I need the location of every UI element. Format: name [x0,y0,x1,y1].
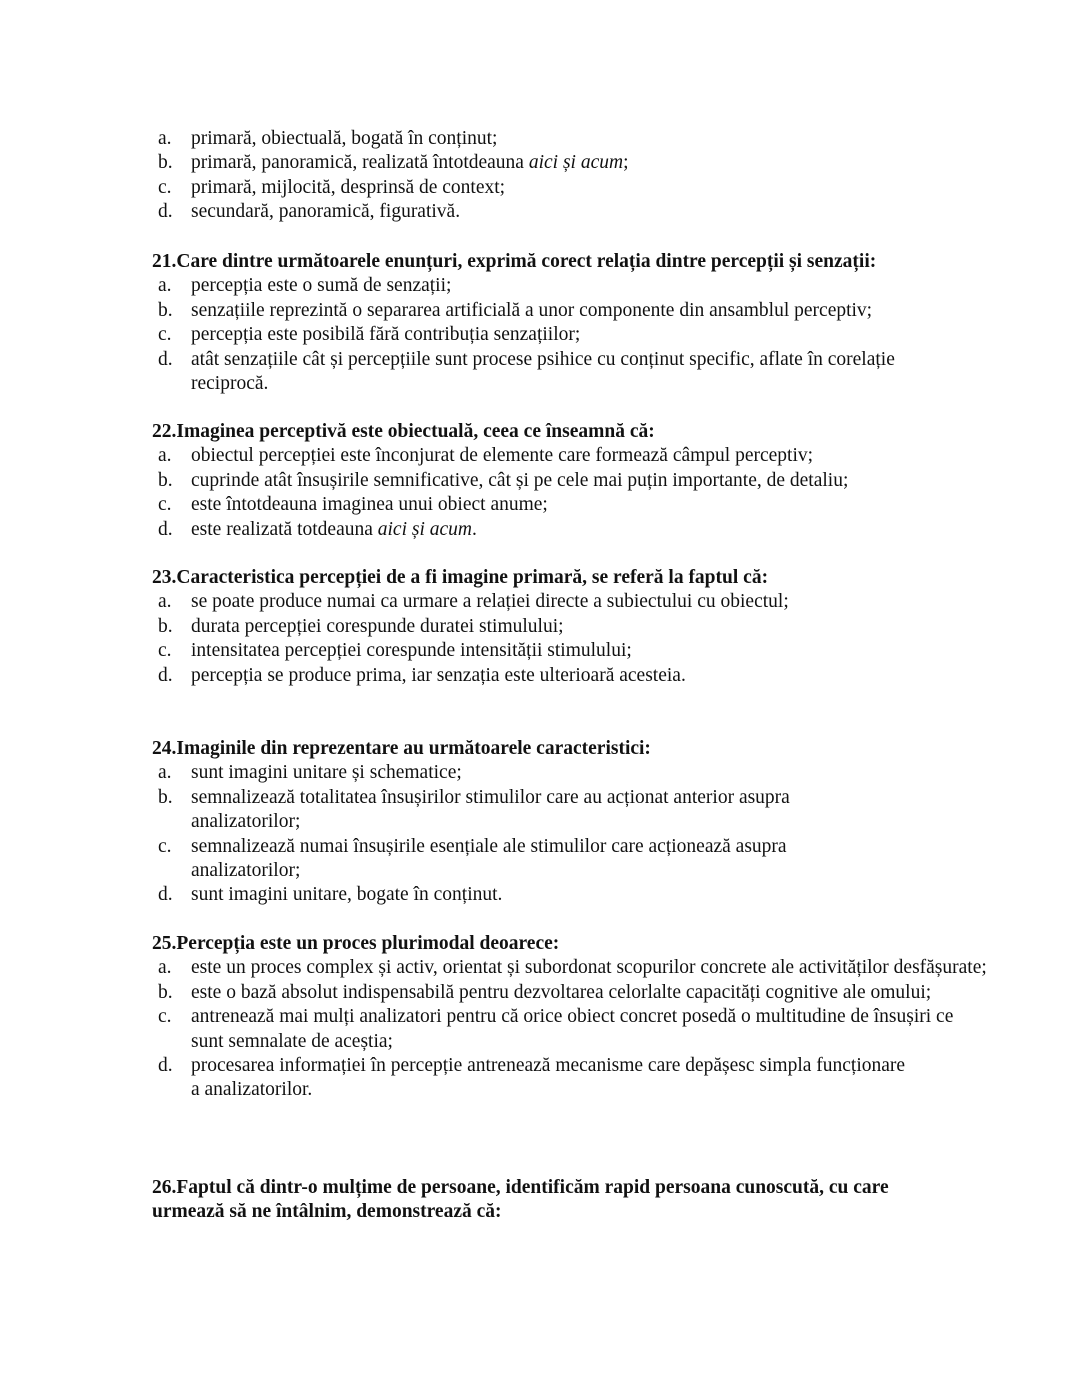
option-text: este întotdeauna imaginea unui obiect anume; [191,494,548,516]
option-letter: d. [158,884,173,906]
option-letter: c. [158,640,172,662]
option-letter: a. [158,591,172,613]
option-letter: c. [158,176,172,198]
question-26 [152,1176,922,1225]
option-d [152,1054,911,1103]
option-text: procesarea informației în percepție antrenează mecanisme care depășesc simpla funcționare a analizatorilor. [191,1055,906,1101]
option-text-suffix: . [472,518,477,540]
question-24 [152,737,962,908]
option-text-suffix: ; [623,152,629,174]
question-title: 25.Percepția este un proces plurimodal deoarece: [152,933,560,954]
option-text: este un proces complex și activ, orientat și subordonat scopurilor concrete ale activităților desfășurate; [191,957,987,979]
question-21 [152,250,962,396]
option-a [152,444,962,468]
option-b [152,151,962,175]
option-text: cuprinde atât însușirile semnificative, cât și pe cele mai puțin importante, de detaliu; [191,469,849,491]
option-d [152,200,962,224]
option-d [152,664,962,688]
option-b [152,786,891,835]
option-c [152,639,962,663]
option-b [152,615,962,639]
option-c [152,1005,971,1054]
options-list [152,127,962,225]
question-23 [152,566,962,688]
option-b [152,299,962,323]
option-letter: d. [158,348,173,370]
option-d [152,348,931,397]
option-a [152,590,962,614]
option-text: primară, obiectuală, bogată în conținut; [191,128,498,149]
question-title: 24.Imaginile din reprezentare au următoarele caracteristici: [152,738,651,759]
option-text: este realizată totdeauna [191,518,378,540]
option-text: semnalizează numai însușirile esențiale ale stimulilor care acționează asupra analizatorilor; [191,835,787,882]
option-text: primară, panoramică, realizată întotdeauna [191,152,529,174]
option-text: se poate produce numai ca urmare a relației directe a subiectului cu obiectul; [191,591,789,613]
option-letter: c. [158,494,172,516]
option-text: senzațiile reprezintă o separarea artificială a unor componente din ansamblul perceptiv; [191,299,873,321]
option-a [152,274,962,298]
option-text: percepția este o sumă de senzații; [191,275,452,297]
option-c [152,835,891,884]
options-list [152,444,962,542]
option-letter: a. [158,762,172,784]
question-22 [152,420,962,542]
option-letter: a. [158,275,172,297]
question-title: 23.Caracteristica percepției de a fi imagine primară, se referă la faptul că: [152,567,769,588]
options-list [152,761,962,907]
option-a [152,127,962,151]
option-letter: b. [158,981,173,1003]
option-c [152,176,962,200]
option-text: intensitatea percepției corespunde intensității stimulului; [191,640,632,662]
options-list [152,590,962,688]
option-b [152,469,962,493]
option-letter: b. [158,786,173,808]
option-letter: b. [158,299,173,321]
option-text: percepția este posibilă fără contribuția senzațiilor; [191,324,581,346]
option-letter: b. [158,152,173,174]
option-letter: c. [158,324,172,346]
option-text: primară, mijlocită, desprinsă de context; [191,176,506,198]
option-a [152,956,991,980]
option-text: durata percepției corespunde duratei stimulului; [191,615,564,637]
option-b [152,981,971,1005]
question-25 [152,932,987,1103]
question-title: 26.Faptul că dintr-o mulțime de persoane, identificăm rapid persoana cunoscută, cu care urmează să ne întâlnim, demonstrează că: [152,1177,889,1223]
option-d [152,883,962,907]
question-title: 22.Imaginea perceptivă este obiectuală, ceea ce înseamnă că: [152,421,655,442]
option-letter: a. [158,128,172,149]
option-letter: b. [158,469,173,491]
question-20-options-continued [152,127,962,225]
option-letter: d. [158,1055,173,1077]
option-letter: b. [158,615,173,637]
option-c [152,323,962,347]
option-text: sunt imagini unitare și schematice; [191,762,462,784]
options-list [152,274,962,396]
option-c [152,493,962,517]
question-title: 21.Care dintre următoarele enunțuri, exprimă corect relația dintre percepții și senzații: [152,251,877,272]
option-text: obiectul percepției este înconjurat de elemente care formează câmpul perceptiv; [191,445,814,467]
options-list [152,956,987,1102]
option-letter: d. [158,664,173,686]
option-d [152,518,962,542]
option-letter: a. [158,957,172,979]
option-text-italic: aici și acum [528,152,624,174]
option-text: semnalizează totalitatea însușirilor stimulilor care au acționat anterior asupra analizatorilor; [191,786,790,833]
option-text-italic: aici și acum [377,518,472,540]
option-letter: d. [158,201,173,223]
option-a [152,761,962,785]
option-text: percepția se produce prima, iar senzația este ulterioară acesteia. [191,664,686,686]
option-text: este o bază absolut indispensabilă pentru dezvoltarea celorlalte capacități cognitive ale omului; [191,981,932,1003]
option-text: secundară, panoramică, figurativă. [191,201,461,223]
option-text: sunt imagini unitare, bogate în conținut. [191,884,503,906]
option-letter: c. [158,1006,172,1028]
option-text: atât senzațiile cât și percepțiile sunt procese psihice cu conținut specific, aflate în corelație reciprocă. [191,348,895,395]
option-letter: a. [158,445,172,467]
option-letter: d. [158,518,173,540]
option-text: antrenează mai mulți analizatori pentru că orice obiect concret posedă o multitudine de însușiri ce sunt semnalate de aceștia; [191,1006,954,1052]
option-letter: c. [158,835,172,857]
